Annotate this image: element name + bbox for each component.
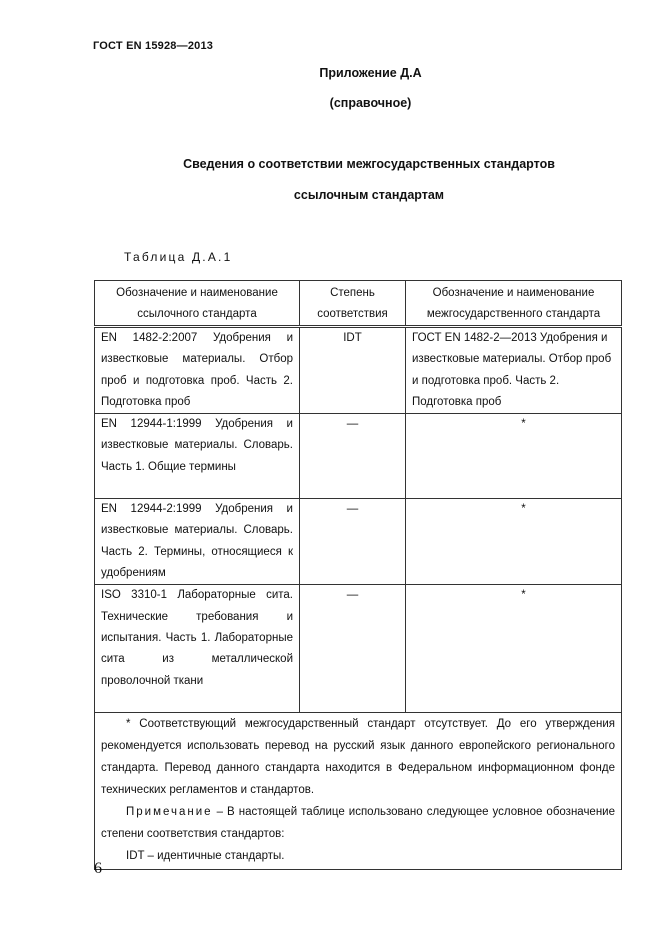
table-note: [101, 801, 615, 845]
table-row: [95, 414, 622, 499]
degree-text: IDT: [343, 332, 362, 344]
table-footer-row: [95, 713, 622, 870]
note-label: Примечание: [126, 806, 213, 819]
table-footnote-cell: [95, 713, 622, 870]
column-header-degree: Степень соответствия: [300, 281, 406, 327]
reference-standard-cell: [95, 585, 300, 713]
interstate-standard-cell: [406, 585, 622, 713]
table-footnote: * Соответствующий межгосударственный стандарт отсутствует. До его утверждения рекомендуется использовать перевод на русский язык данного европейского регионального стандарта. Перевод данного стандарта находится в Федеральном информационном фонде технических регламентов и стандартов.: [101, 718, 615, 797]
note-item: IDT – идентичные стандарты.: [126, 850, 285, 863]
reference-standard-text: EN 12944-2:1999 Удобрения и известковые материалы. Словарь. Часть 2. Термины, относящиеся к удобрениям: [101, 503, 293, 580]
correspondence-table: [94, 280, 622, 870]
column-header-interstate: Обозначение и наименование межгосударственного стандарта: [406, 281, 622, 327]
degree-cell: [300, 585, 406, 713]
reference-standard-text: ISO 3310-1 Лабораторные сита. Технические требования и испытания. Часть 1. Лабораторные сита из металлической проволочной ткани: [101, 589, 293, 687]
degree-cell: [300, 414, 406, 499]
reference-standard-cell: [95, 499, 300, 585]
table-row: [95, 585, 622, 713]
degree-text: —: [346, 589, 359, 602]
page-number: 6: [94, 860, 102, 877]
degree-text: —: [346, 418, 359, 431]
reference-standard-cell: [95, 327, 300, 414]
table-row: [95, 499, 622, 585]
note-text: – В настоящей таблице использовано следующее условное обозначение степени соответствия стандартов:: [101, 806, 615, 841]
table-caption: Таблица Д.А.1: [124, 250, 233, 264]
interstate-standard-text: *: [521, 589, 526, 602]
reference-standard-text: EN 1482-2:2007 Удобрения и известковые материалы. Отбор проб и подготовка проб. Часть 2. Подготовка проб: [101, 332, 293, 408]
section-heading-line-2: ссылочным стандартам: [293, 188, 445, 202]
document-code: ГОСТ EN 15928—2013: [93, 40, 214, 52]
table-header-row: [95, 281, 622, 327]
interstate-standard-text: *: [521, 503, 526, 516]
reference-standard-text: EN 12944-1:1999 Удобрения и известковые материалы. Словарь. Часть 1. Общие термины: [101, 418, 293, 473]
interstate-standard-text: *: [521, 418, 526, 431]
interstate-standard-cell: [406, 327, 622, 414]
annex-subtitle: (справочное): [329, 96, 412, 110]
degree-text: —: [346, 503, 359, 516]
annex-title: Приложение Д.А: [319, 66, 422, 80]
interstate-standard-text: ГОСТ EN 1482-2—2013 Удобрения и известковые материалы. Отбор проб и подготовка проб. Часть 2. Подготовка проб: [412, 332, 612, 408]
reference-standard-cell: [95, 414, 300, 499]
interstate-standard-cell: [406, 414, 622, 499]
degree-cell: [300, 499, 406, 585]
column-header-reference: Обозначение и наименование ссылочного стандарта: [95, 281, 300, 327]
section-heading-line-1: Сведения о соответствии межгосударственных стандартов: [183, 157, 555, 171]
degree-cell: [300, 327, 406, 414]
table-row: [95, 327, 622, 414]
interstate-standard-cell: [406, 499, 622, 585]
